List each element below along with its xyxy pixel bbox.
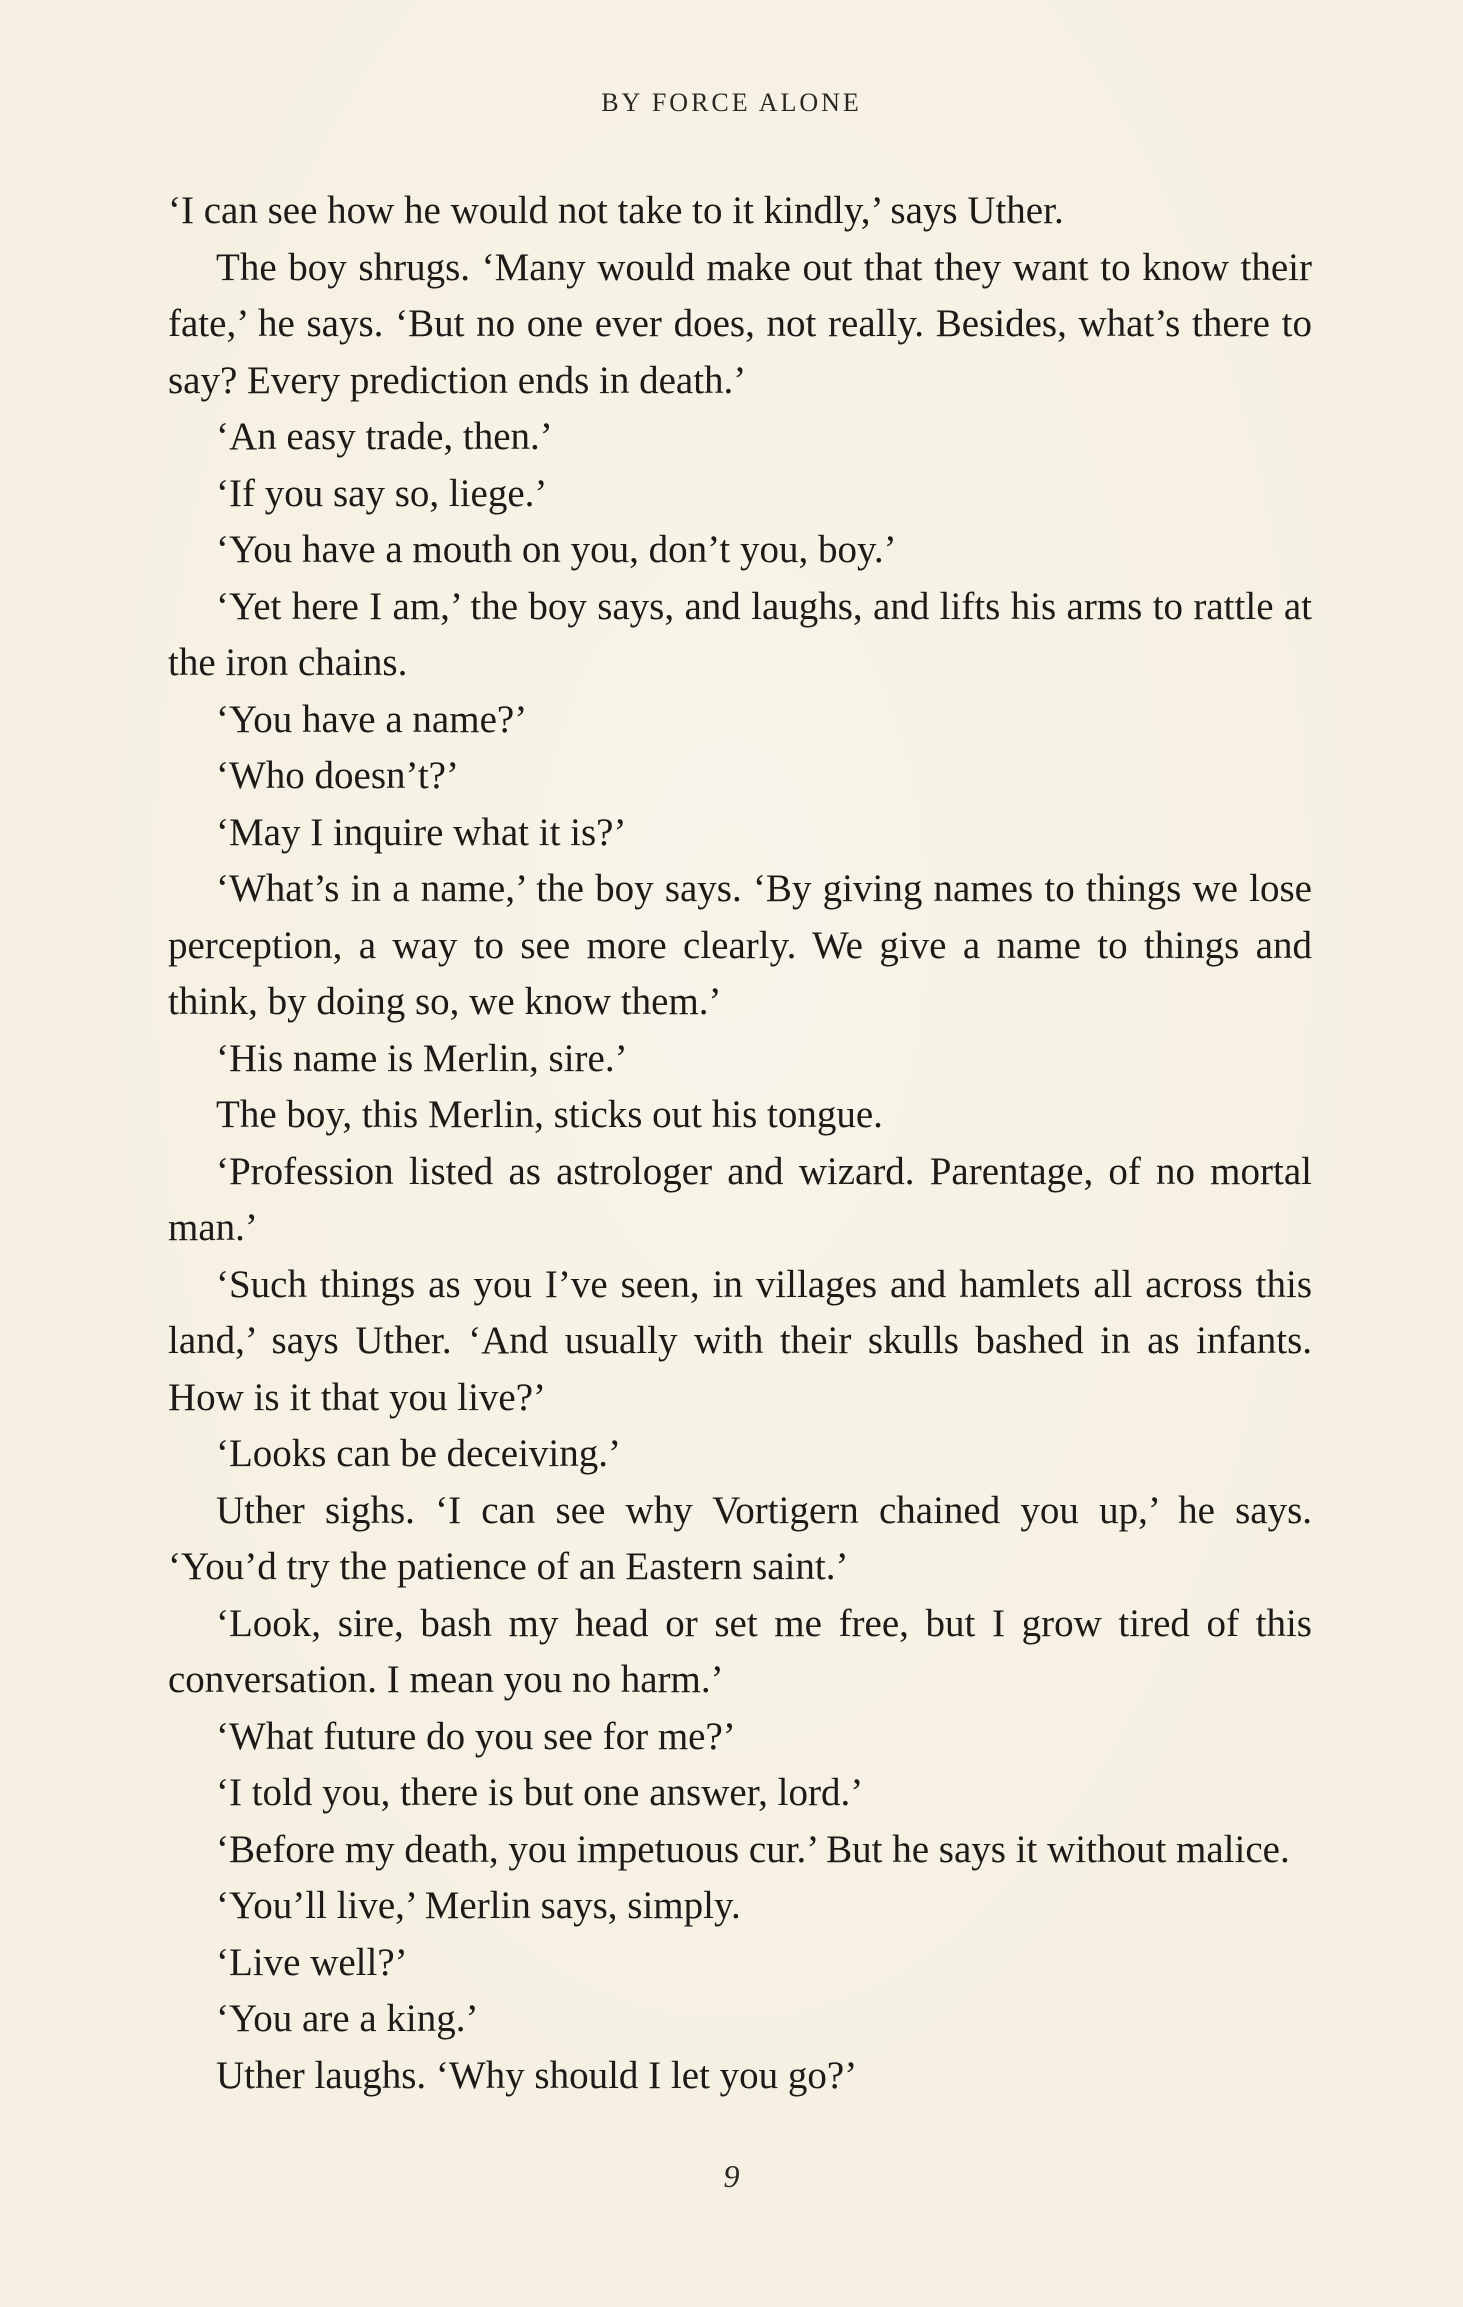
paragraph: ‘You have a name?’ <box>216 697 528 741</box>
paragraph: ‘Yet here I am,’ the boy says, and laughs, and lifts his arms to rattle at the iron chains. <box>168 584 1312 684</box>
paragraph: ‘Profession listed as astrologer and wizard. Parentage, of no mortal man.’ <box>168 1149 1312 1249</box>
body-text <box>168 183 1312 2104</box>
paragraph: ‘Such things as you I’ve seen, in villages and hamlets all across this land,’ says Uther. ‘And usually with their skulls bashed in as infants. How is it that you live?’ <box>168 1262 1312 1419</box>
paragraph: The boy, this Merlin, sticks out his tongue. <box>216 1093 883 1136</box>
paragraph: ‘Before my death, you impetuous cur.’ But he says it without malice. <box>216 1827 1290 1871</box>
paragraph: ‘You are a king.’ <box>216 1997 479 2040</box>
paragraph: ‘What future do you see for me?’ <box>216 1714 736 1758</box>
paragraph: ‘You’ll live,’ Merlin says, simply. <box>216 1884 741 1927</box>
paragraph: The boy shrugs. ‘Many would make out that they want to know their fate,’ he says. ‘But no one ever does, not really. Besides, what’s there to say? Every prediction ends in death.’ <box>168 245 1312 402</box>
paragraph: ‘What’s in a name,’ the boy says. ‘By giving names to things we lose perception, a way to see more clearly. We give a name to things and think, by doing so, we know them.’ <box>168 867 1312 1023</box>
paragraph: ‘Look, sire, bash my head or set me free, but I grow tired of this conversation. I mean you no harm.’ <box>168 1601 1312 1701</box>
paragraph: ‘You have a mouth on you, don’t you, boy.’ <box>216 528 897 571</box>
running-head: BY FORCE ALONE <box>601 88 862 117</box>
paragraph: ‘I told you, there is but one answer, lord.’ <box>216 1771 864 1814</box>
paragraph: Uther laughs. ‘Why should I let you go?’ <box>216 2053 858 2097</box>
paragraph: ‘His name is Merlin, sire.’ <box>216 1036 628 1080</box>
paragraph: ‘Looks can be deceiving.’ <box>216 1432 622 1475</box>
paragraph: ‘I can see how he would not take to it kindly,’ says Uther. <box>168 189 1064 232</box>
paragraph: ‘Live well?’ <box>216 1940 408 1984</box>
paragraph: ‘Who doesn’t?’ <box>216 754 459 797</box>
paragraph: ‘May I inquire what it is?’ <box>216 810 627 854</box>
paragraph: ‘An easy trade, then.’ <box>216 415 553 458</box>
paragraph: Uther sighs. ‘I can see why Vortigern chained you up,’ he says. ‘You’d try the patience of an Eastern saint.’ <box>168 1488 1312 1588</box>
paragraph: ‘If you say so, liege.’ <box>216 471 548 515</box>
page-number: 9 <box>723 2158 740 2194</box>
